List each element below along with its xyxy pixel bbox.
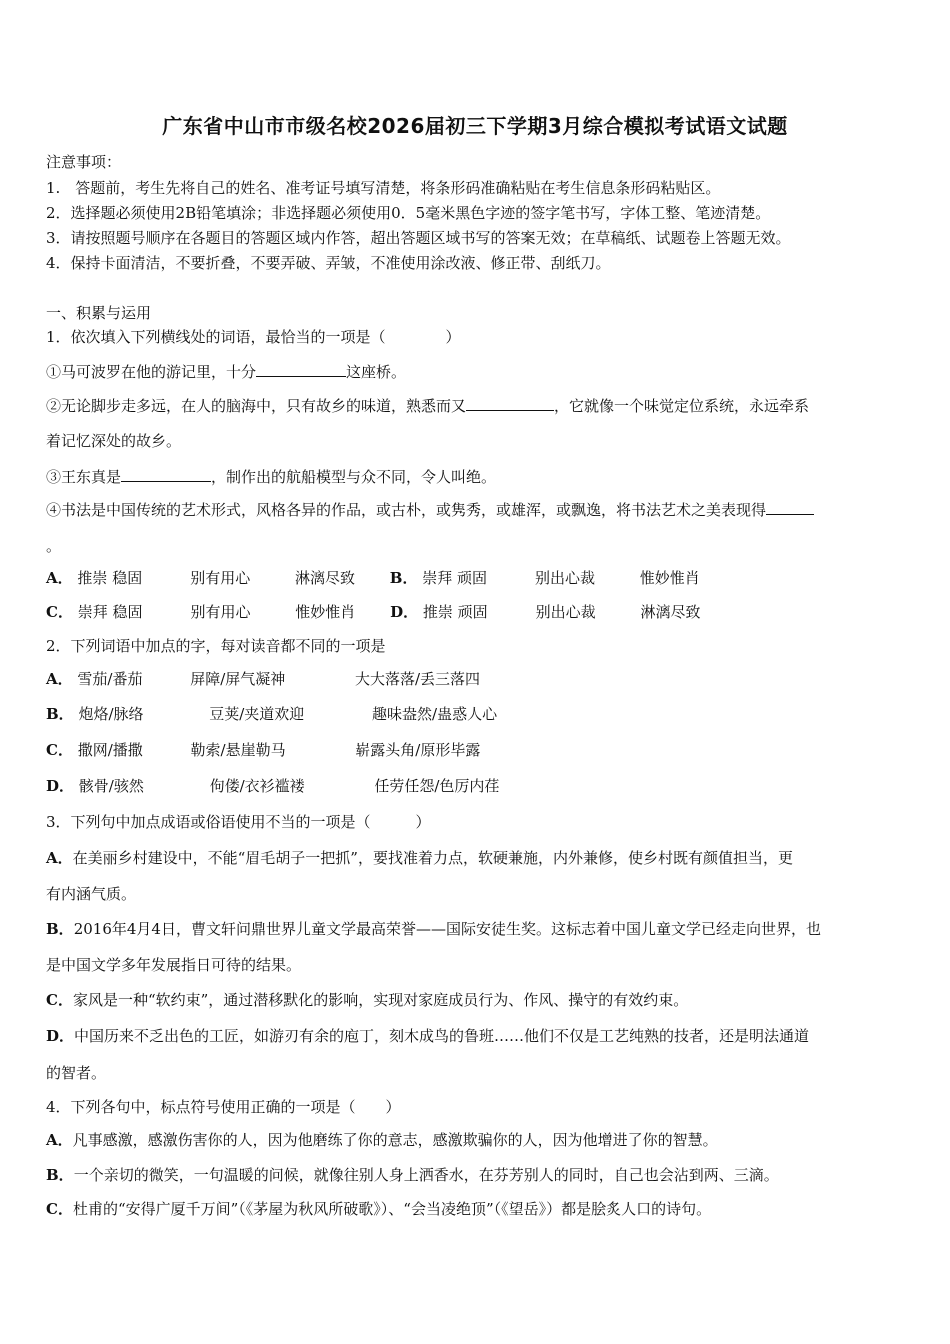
q1-sentence-2-cont: 着记忆深处的故乡。 <box>46 432 182 450</box>
q1-option-c-word-3: 惟妙惟肖 <box>295 603 356 621</box>
q2-option-c[interactable] <box>46 740 480 760</box>
q2-option-c-pair-3: 崭露头角/原形毕露 <box>355 741 481 759</box>
q1-s2-text-a: ②无论脚步走多远，在人的脑海中，只有故乡的味道，熟悉而又 <box>46 397 467 415</box>
q2-option-b-pair-3: 趣味盎然/蛊惑人心 <box>372 705 498 723</box>
q3-option-d-label: D． <box>46 1027 75 1045</box>
q1-option-row-1 <box>46 568 700 588</box>
q2-option-d-pair-1: 骸骨/骇然 <box>78 777 144 795</box>
q3-option-c-text: 家风是一种“软约束”，通过潜移默化的影响，实现对家庭成员行为、作风、操守的有效约束。 <box>72 991 689 1009</box>
q1-option-d-word-1: 推崇 顽固 <box>422 603 488 621</box>
q2-option-a-pair-3: 大大落落/丢三落四 <box>354 670 481 688</box>
q1-sentence-1 <box>46 360 406 382</box>
q1-option-b-label[interactable]: B． <box>389 569 418 587</box>
q1-option-a-label[interactable]: A． <box>46 569 73 587</box>
notice-item-1: 1. 答题前，考生先将自己的姓名、准考证号填写清楚，将条形码准确粘贴在考生信息条形码粘贴区。 <box>46 179 721 197</box>
q2-option-d[interactable] <box>46 776 499 796</box>
q1-s2-text-b: ，它就像一个味觉定位系统，永远牵系 <box>554 397 810 415</box>
q3-stem: 3．下列句中加点成语或俗语使用不当的一项是（ ） <box>46 813 431 831</box>
q1-option-d-word-3: 淋漓尽致 <box>640 603 701 621</box>
notice-heading: 注意事项： <box>46 153 122 171</box>
q4-option-c[interactable] <box>46 1199 711 1219</box>
q1-s3-text-b: ，制作出的航船模型与众不同，令人叫绝。 <box>211 468 497 486</box>
q3-option-a-label: A． <box>46 849 73 867</box>
q1-option-c-label[interactable]: C． <box>46 603 73 621</box>
q3-option-d-text: 中国历来不乏出色的工匠，如游刃有余的庖丁，刻木成鸟的鲁班……他们不仅是工艺纯熟的技者，还是明法通道 <box>74 1027 810 1045</box>
fill-blank-2[interactable] <box>466 394 554 411</box>
q1-option-d-word-2: 别出心裁 <box>535 603 596 621</box>
q1-option-b-word-1: 崇拜 顽固 <box>422 569 488 587</box>
q1-sentence-3 <box>46 465 496 487</box>
q3-option-b[interactable] <box>46 919 821 939</box>
q2-option-b-pair-2: 豆荚/夹道欢迎 <box>209 705 305 723</box>
q4-option-c-text: 杜甫的“安得广厦千万间”（《茅屋为秋风所破歌》）、“会当凌绝顶”（《望岳》）都是脍炙人口的诗句。 <box>72 1200 712 1218</box>
section-heading: 一、积累与运用 <box>46 304 152 322</box>
q1-option-b-word-2: 别出心裁 <box>535 569 596 587</box>
notice-item-3: 3．请按照题号顺序在各题目的答题区域内作答，超出答题区域书写的答案无效；在草稿纸、试题卷上答题无效。 <box>46 229 791 247</box>
q2-option-a-label: A． <box>46 670 73 688</box>
q2-option-a-pair-2: 屏障/屏气凝神 <box>190 670 286 688</box>
q2-option-d-pair-2: 佝偻/衣衫褴褛 <box>209 777 305 795</box>
q4-option-a-label: A． <box>46 1131 73 1149</box>
q3-option-d-cont: 的智者。 <box>46 1064 107 1082</box>
q3-option-a[interactable] <box>46 848 793 868</box>
q1-option-c-word-1: 崇拜 稳固 <box>77 603 143 621</box>
q3-option-c-label: C． <box>46 991 73 1009</box>
notice-item-4: 4．保持卡面清洁，不要折叠，不要弄破、弄皱，不准使用涂改液、修正带、刮纸刀。 <box>46 254 611 272</box>
q3-option-b-label: B． <box>46 920 74 938</box>
q1-sentence-4-end: 。 <box>46 537 62 555</box>
q2-option-d-label: D． <box>46 777 75 795</box>
q2-stem: 2．下列词语中加点的字，每对读音都不同的一项是 <box>46 637 386 655</box>
q3-option-a-text: 在美丽乡村建设中，不能“眉毛胡子一把抓”，要找准着力点，软硬兼施，内外兼修，使乡村既有颜值担当，更 <box>72 849 793 867</box>
q2-option-d-pair-3: 任劳任怨/色厉内荏 <box>374 777 500 795</box>
q1-option-b-word-3: 惟妙惟肖 <box>639 569 700 587</box>
q3-option-c[interactable] <box>46 990 688 1010</box>
q4-option-a-text: 凡事感激，感激伤害你的人，因为他磨练了你的意志，感激欺骗你的人，因为他增进了你的智慧。 <box>72 1131 718 1149</box>
page-title: 广东省中山市市级名校2026届初三下学期3月综合模拟考试语文试题 <box>162 114 788 138</box>
fill-blank-3[interactable] <box>121 465 211 482</box>
q1-sentence-4 <box>46 498 814 520</box>
q1-s1-text-b: 这座桥。 <box>346 363 407 381</box>
q1-s4-text-a: ④书法是中国传统的艺术形式，风格各异的作品，或古朴，或隽秀，或雄浑，或飘逸，将书法艺术之美表现得 <box>46 501 767 519</box>
q4-option-b[interactable] <box>46 1165 779 1185</box>
q3-option-a-cont: 有内涵气质。 <box>46 885 137 903</box>
q1-s3-text-a: ③王东真是 <box>46 468 122 486</box>
q2-option-c-label: C． <box>46 741 73 759</box>
q1-option-a-word-3: 淋漓尽致 <box>294 569 355 587</box>
q2-option-a-pair-1: 雪茄/番茄 <box>77 670 143 688</box>
q1-stem: 1．依次填入下列横线处的词语，最恰当的一项是（ ） <box>46 328 461 346</box>
q1-option-a-word-2: 别有用心 <box>190 569 251 587</box>
q1-option-c-word-2: 别有用心 <box>190 603 251 621</box>
q2-option-c-pair-1: 撒网/播撒 <box>77 741 143 759</box>
q4-stem: 4．下列各句中，标点符号使用正确的一项是（ ） <box>46 1098 401 1116</box>
q3-option-d[interactable] <box>46 1026 809 1046</box>
q2-option-b[interactable] <box>46 704 497 724</box>
q4-option-c-label: C． <box>46 1200 73 1218</box>
q1-option-row-2 <box>46 602 700 622</box>
q2-option-b-pair-1: 炮烙/脉络 <box>78 705 144 723</box>
q1-s1-text-a: ①马可波罗在他的游记里，十分 <box>46 363 257 381</box>
q3-option-b-cont: 是中国文学多年发展指日可待的结果。 <box>46 956 302 974</box>
q3-option-b-text: 2016年4月4日，曹文轩问鼎世界儿童文学最高荣誉——国际安徒生奖。这标志着中国儿童文学已经走向世界，也 <box>73 920 821 938</box>
notice-item-2: 2．选择题必须使用2B铅笔填涂；非选择题必须使用0．5毫米黑色字迹的签字笔书写，字体工整、笔迹清楚。 <box>46 204 771 222</box>
q4-option-b-label: B． <box>46 1166 74 1184</box>
fill-blank-1[interactable] <box>256 360 346 377</box>
q2-option-b-label: B． <box>46 705 74 723</box>
q2-option-c-pair-2: 勒索/悬崖勒马 <box>190 741 286 759</box>
q1-option-a-word-1: 推崇 稳固 <box>77 569 143 587</box>
q1-option-d-label[interactable]: D． <box>390 603 419 621</box>
q2-option-a[interactable] <box>46 669 480 689</box>
fill-blank-4[interactable] <box>766 498 814 515</box>
q4-option-a[interactable] <box>46 1130 718 1150</box>
q4-option-b-text: 一个亲切的微笑，一句温暖的问候，就像往别人身上洒香水，在芬芳别人的同时，自己也会沾到两、三滴。 <box>73 1166 779 1184</box>
q1-sentence-2 <box>46 394 809 416</box>
